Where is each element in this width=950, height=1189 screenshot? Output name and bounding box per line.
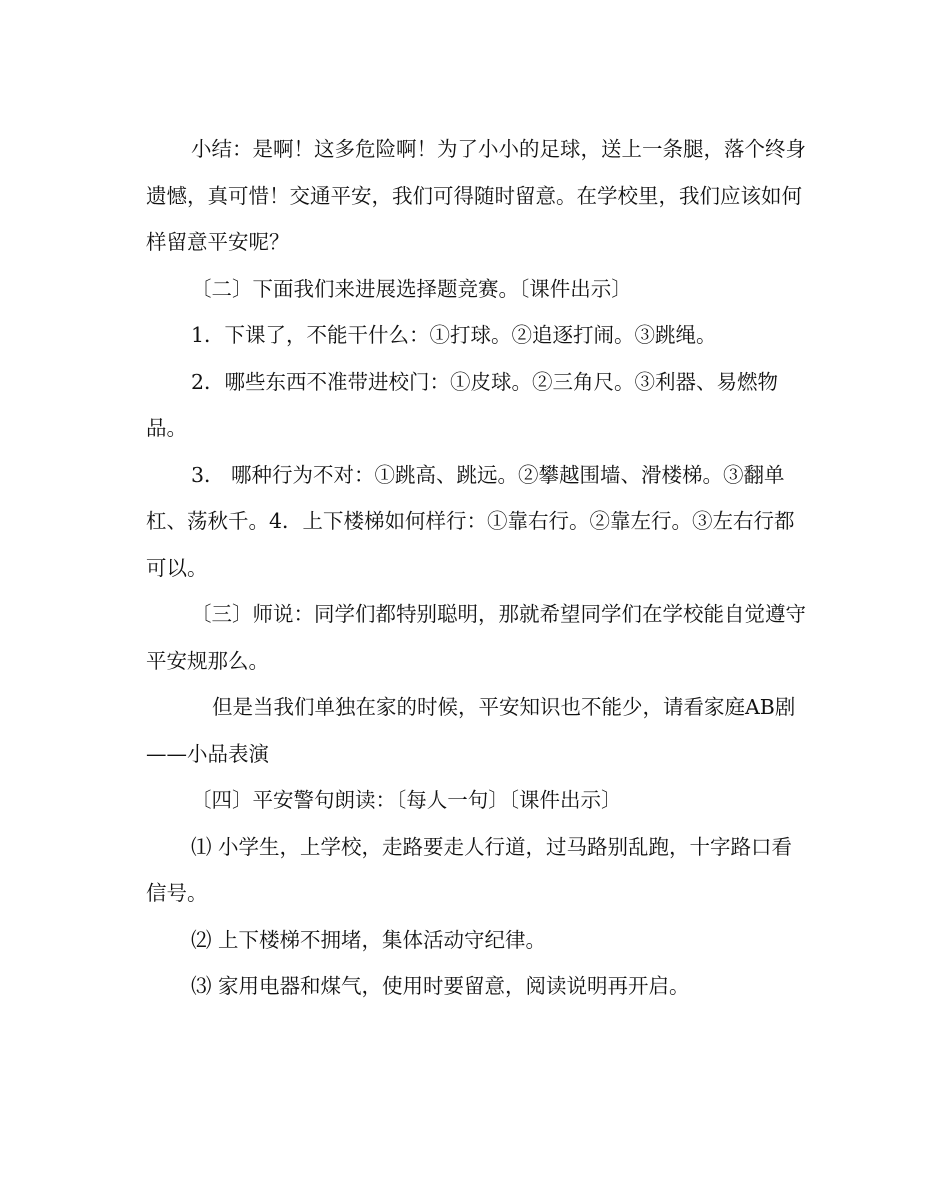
paragraph-summary: 小结：是啊！这多危险啊！为了小小的足球，送上一条腿，落个终身遗憾，真可惜！交通平安，我们可得随时留意。在学校里，我们应该如何样留意平安呢？ <box>146 137 806 254</box>
paragraph-slogan-2: ⑵ 上下楼梯不拥堵，集体活动守纪律。 <box>191 927 547 952</box>
paragraph-section-four: 〔四〕平安警句朗读：〔每人一句〕〔课件出示〕 <box>191 788 622 812</box>
paragraph-section-three: 〔三〕师说：同学们都特别聪明，那就希望同学们在学校能自觉遵守平安规那么。 <box>146 602 806 673</box>
paragraph-question-1: 1．下课了，不能干什么：①打球。②追逐打闹。③跳绳。 <box>191 323 717 347</box>
paragraph-slogan-3: ⑶ 家用电器和煤气，使用时要留意，阅读说明再开启。 <box>191 974 690 998</box>
paragraph-slogan-1: ⑴ 小学生，上学校，走路要走人行道，过马路别乱跑，十字路口看信号。 <box>146 834 793 905</box>
paragraph-section-two: 〔二〕下面我们来进展选择题竞赛。〔课件出示〕 <box>191 276 632 301</box>
paragraph-ab-play: 但是当我们单独在家的时候，平安知识也不能少，请看家庭AB剧——小品表演 <box>146 695 796 766</box>
document-body <box>146 126 806 1010</box>
paragraph-question-2: 2．哪些东西不准带进校门：①皮球。②三角尺。③利器、易燃物品。 <box>146 369 779 440</box>
paragraph-question-3-4: 3． 哪种行为不对：①跳高、跳远。②攀越围墙、滑楼梯。③翻单杠、荡秋千。4．上下楼梯如何样行：①靠右行。②靠左行。③左右行都可以。 <box>146 462 795 580</box>
